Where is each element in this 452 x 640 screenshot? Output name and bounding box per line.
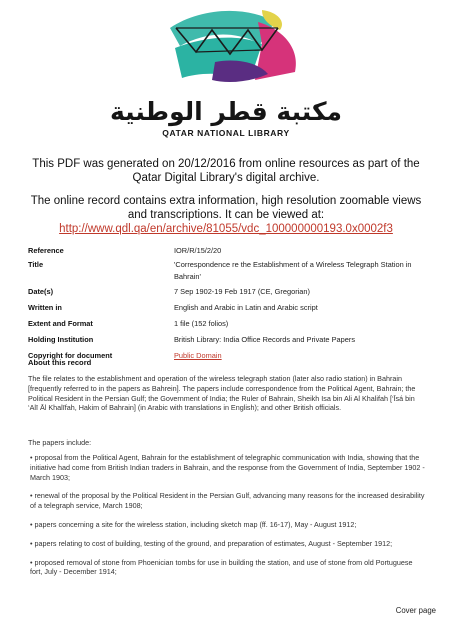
copyright-link[interactable]: Public Domain [174, 350, 222, 360]
metadata-row-title [28, 259, 428, 283]
metadata-row-dates [28, 286, 428, 298]
about-description: The file relates to the establishment and operation of the wireless telegraph station (later also radio station) in Bahrain [frequently referred to in the papers as Bahrein]. The papers include correspondence from the Political Agent, Bahrain; the Political Resident in the Persian Gulf; the Government of India; the Ruler of Bahrain, Sheikh Isa bin Ali Al Khalifah [‘Īsá bin ‘Alī Āl Khalīfah, Hakim of Bahrain] (in Arabic with translations in English); and other British officials. [28, 374, 416, 413]
metadata-label: Reference [28, 246, 64, 255]
metadata-label: Written in [28, 303, 62, 313]
list-item: • papers relating to cost of building, testing of the ground, and preparation of estimates, August - September 1912; [30, 538, 393, 548]
metadata-label: Title [28, 259, 44, 269]
page-footer-label: Cover page [395, 606, 436, 615]
list-item: • renewal of the proposal by the Political Resident in the Persian Gulf, advancing many reasons for the increased desirability of a telegraph service, March 1908; [30, 491, 425, 511]
list-item: • proposed removal of stone from Phoenician tombs for use in building the station, and use of stone from old Portuguese fort, July - December 1914; [30, 557, 413, 577]
metadata-row-holding [28, 334, 428, 346]
metadata-value: 7 Sep 1902-19 Feb 1917 (CE, Gregorian) [174, 287, 310, 297]
papers-heading: The papers include: [28, 438, 92, 447]
list-item: • proposal from the Political Agent, Bahrain for the establishment of telegraphic communication with India, showing that the initiative had come from British Indian traders in Bahrain, and the response from the Government of India, September 1902 - March 1903; [30, 453, 425, 482]
metadata-value [174, 350, 428, 362]
metadata-row-language [28, 302, 428, 314]
metadata-label: Copyright for document [28, 350, 113, 360]
online-record-notice [30, 194, 422, 236]
metadata-row-extent [28, 318, 428, 330]
metadata-label: Extent and Format [28, 318, 93, 328]
metadata-value: British Library: India Office Records and Private Papers [174, 334, 356, 344]
record-url-link[interactable]: http://www.qdl.qa/en/archive/81055/vdc_100000000193.0x0002f3 [59, 223, 393, 235]
metadata-value: 1 file (152 folios) [174, 318, 229, 328]
metadata-value: 'Correspondence re the Establishment of a Wireless Telegraph Station in Bahrain' [174, 259, 412, 281]
papers-list [30, 453, 426, 586]
metadata-value: IOR/R/15/2/20 [174, 246, 222, 255]
library-name-arabic: مكتبة قطر الوطنية [109, 97, 343, 126]
library-name-english: QATAR NATIONAL LIBRARY [162, 128, 290, 138]
metadata-row-reference [28, 245, 428, 257]
metadata-table [28, 245, 428, 361]
metadata-value: English and Arabic in Latin and Arabic script [174, 303, 318, 313]
metadata-label: Date(s) [28, 287, 54, 297]
list-item: • papers concerning a site for the wireless station, including sketch map (ff. 16-17), May - August 1912; [30, 519, 357, 529]
generation-notice: This PDF was generated on 20/12/2016 from online resources as part of the Qatar Digital Library's digital archive. [32, 158, 420, 184]
metadata-label: Holding Institution [28, 334, 94, 344]
about-heading: About this record [28, 358, 92, 367]
online-record-text: The online record contains extra information, high resolution zoomable views and transcriptions. It can be viewed at: [30, 195, 422, 221]
